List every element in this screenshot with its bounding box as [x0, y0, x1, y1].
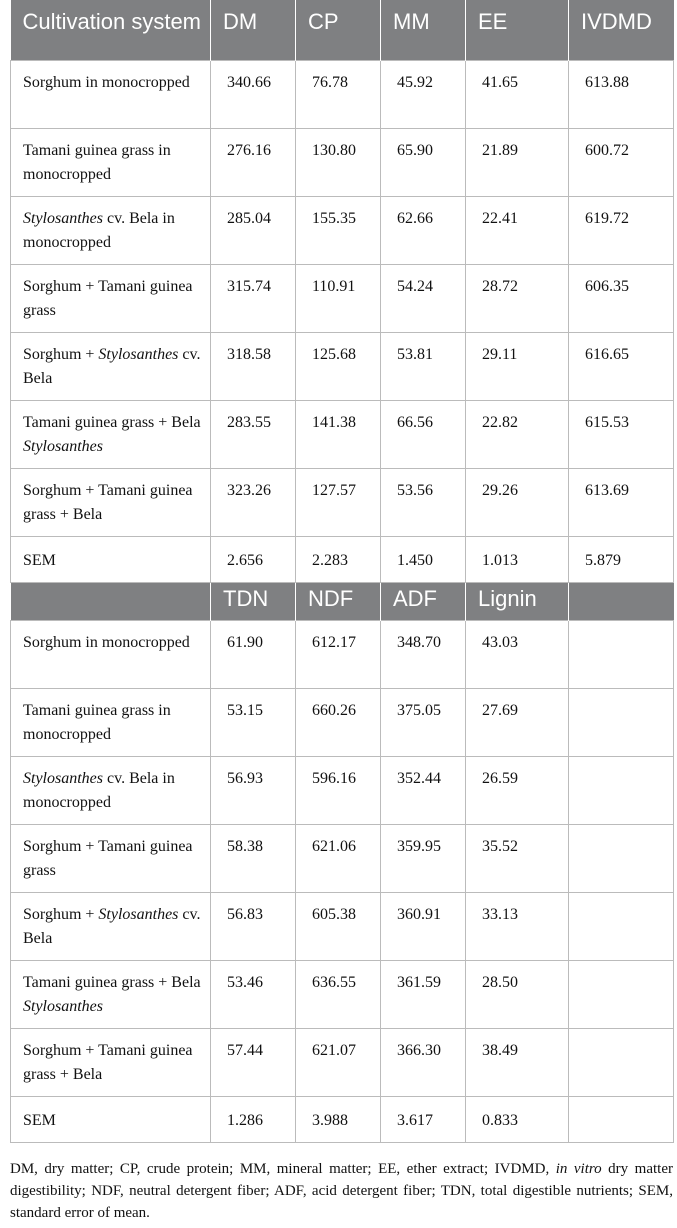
row-label	[11, 892, 211, 960]
table-cell: 621.07	[296, 1028, 381, 1096]
table-cell: 125.68	[296, 332, 381, 400]
column-header	[569, 582, 674, 620]
row-label-part: Tamani guinea grass in monocropped	[23, 141, 171, 183]
table-cell: 29.26	[466, 468, 569, 536]
table-cell	[569, 1028, 674, 1096]
table-footnote	[10, 1158, 673, 1224]
footnote-part: in vitro	[555, 1161, 602, 1177]
table-cell: 616.65	[569, 332, 674, 400]
row-label	[11, 60, 211, 128]
table-cell: 596.16	[296, 756, 381, 824]
table-cell: 141.38	[296, 400, 381, 468]
row-label	[11, 468, 211, 536]
table-cell: 276.16	[211, 128, 296, 196]
table-cell	[569, 620, 674, 688]
row-label-part: Sorghum in monocropped	[23, 633, 190, 651]
row-label-part: Stylosanthes	[23, 209, 103, 227]
table-cell: 58.38	[211, 824, 296, 892]
table-cell: 53.15	[211, 688, 296, 756]
table-cell: 45.92	[381, 60, 466, 128]
table-cell: 56.83	[211, 892, 296, 960]
table-row	[11, 468, 674, 536]
table-cell: 53.46	[211, 960, 296, 1028]
row-label-part: cv. Bela	[23, 345, 201, 387]
table-cell	[569, 1096, 674, 1142]
table-cell: 54.24	[381, 264, 466, 332]
row-label	[11, 332, 211, 400]
table-cell: 21.89	[466, 128, 569, 196]
table-cell: 2.283	[296, 536, 381, 582]
table-cell: 605.38	[296, 892, 381, 960]
table-row	[11, 400, 674, 468]
table-cell: 361.59	[381, 960, 466, 1028]
row-label-part: Stylosanthes	[23, 769, 103, 787]
row-label-part: Sorghum + Tamani guinea grass + Bela	[23, 481, 193, 523]
table-cell: 366.30	[381, 1028, 466, 1096]
table-cell: 41.65	[466, 60, 569, 128]
table-cell: 65.90	[381, 128, 466, 196]
table-cell: 606.35	[569, 264, 674, 332]
table-cell: 28.50	[466, 960, 569, 1028]
table-row	[11, 264, 674, 332]
table-cell: 127.57	[296, 468, 381, 536]
table-cell: 283.55	[211, 400, 296, 468]
table-cell: 315.74	[211, 264, 296, 332]
row-label-part: Stylosanthes	[23, 437, 103, 455]
table-cell: 285.04	[211, 196, 296, 264]
table-cell: 359.95	[381, 824, 466, 892]
column-header: MM	[381, 0, 466, 60]
table-cell: 352.44	[381, 756, 466, 824]
table-cell: 33.13	[466, 892, 569, 960]
table-cell: 3.988	[296, 1096, 381, 1142]
row-label	[11, 400, 211, 468]
data-table	[10, 0, 674, 1143]
table-cell: 348.70	[381, 620, 466, 688]
row-label-part: Stylosanthes	[98, 905, 179, 923]
row-label	[11, 688, 211, 756]
table-cell: 110.91	[296, 264, 381, 332]
table-cell: 43.03	[466, 620, 569, 688]
column-header: TDN	[211, 582, 296, 620]
row-label-part: Tamani guinea grass in monocropped	[23, 701, 171, 743]
footnote-part: dry matter digestibility; NDF, neutral detergent fiber; ADF, acid detergent fiber; TDN, total digestible nutrients; SEM, standard error of mean.	[10, 1161, 673, 1221]
table-cell: 1.013	[466, 536, 569, 582]
table-row	[11, 332, 674, 400]
table-cell: 27.69	[466, 688, 569, 756]
table-cell	[569, 960, 674, 1028]
row-label: SEM	[11, 1096, 211, 1142]
row-label-part: Tamani guinea grass + Bela	[23, 973, 201, 991]
table-cell: 155.35	[296, 196, 381, 264]
footnote-part: DM, dry matter; CP, crude protein; MM, mineral matter; EE, ether extract; IVDMD,	[10, 1161, 556, 1177]
column-header: DM	[211, 0, 296, 60]
row-label-part: Sorghum + Tamani guinea grass	[23, 837, 193, 879]
table-cell: 5.879	[569, 536, 674, 582]
table-cell: 62.66	[381, 196, 466, 264]
table-cell: 0.833	[466, 1096, 569, 1142]
table-cell: 57.44	[211, 1028, 296, 1096]
row-label	[11, 960, 211, 1028]
column-header: ADF	[381, 582, 466, 620]
table-row	[11, 128, 674, 196]
table-row	[11, 756, 674, 824]
row-label	[11, 264, 211, 332]
table-row	[11, 688, 674, 756]
nutritional-composition-table	[10, 0, 673, 1143]
table2-header-row	[11, 582, 674, 620]
column-header: CP	[296, 0, 381, 60]
table-cell: 615.53	[569, 400, 674, 468]
table-cell: 621.06	[296, 824, 381, 892]
table-cell: 660.26	[296, 688, 381, 756]
table-cell: 340.66	[211, 60, 296, 128]
table-cell: 22.82	[466, 400, 569, 468]
table-cell: 56.93	[211, 756, 296, 824]
table-cell: 38.49	[466, 1028, 569, 1096]
row-label-part: Stylosanthes	[98, 345, 179, 363]
table-cell: 29.11	[466, 332, 569, 400]
row-label	[11, 620, 211, 688]
row-label	[11, 1028, 211, 1096]
row-label-part: Sorghum in monocropped	[23, 73, 190, 91]
row-label-part: cv. Bela in monocropped	[23, 209, 175, 251]
table-cell	[569, 688, 674, 756]
row-label	[11, 824, 211, 892]
table-cell: 600.72	[569, 128, 674, 196]
table-row	[11, 620, 674, 688]
table-cell: 323.26	[211, 468, 296, 536]
table-row	[11, 196, 674, 264]
table-cell: 375.05	[381, 688, 466, 756]
row-label-part: cv. Bela in monocropped	[23, 769, 175, 811]
table-cell: 2.656	[211, 536, 296, 582]
table-row	[11, 60, 674, 128]
table-cell: 76.78	[296, 60, 381, 128]
table-cell: 613.69	[569, 468, 674, 536]
table-cell: 26.59	[466, 756, 569, 824]
table-cell: 1.450	[381, 536, 466, 582]
column-header	[11, 582, 211, 620]
table-row	[11, 824, 674, 892]
table-cell: 53.56	[381, 468, 466, 536]
row-label: SEM	[11, 536, 211, 582]
table-cell: 318.58	[211, 332, 296, 400]
table-cell	[569, 756, 674, 824]
table-body	[11, 0, 674, 1142]
column-header: Lignin	[466, 582, 569, 620]
table-cell: 636.55	[296, 960, 381, 1028]
table-cell	[569, 824, 674, 892]
table-row	[11, 960, 674, 1028]
row-label-part: Sorghum + Tamani guinea grass + Bela	[23, 1041, 193, 1083]
table-cell	[569, 892, 674, 960]
row-label	[11, 128, 211, 196]
table1-header-row	[11, 0, 674, 60]
row-label	[11, 756, 211, 824]
sem-row	[11, 1096, 674, 1142]
table-cell: 35.52	[466, 824, 569, 892]
column-header: Cultivation system	[11, 0, 211, 60]
table-cell: 612.17	[296, 620, 381, 688]
table-cell: 619.72	[569, 196, 674, 264]
table-cell: 3.617	[381, 1096, 466, 1142]
table-cell: 66.56	[381, 400, 466, 468]
column-header: IVDMD	[569, 0, 674, 60]
table-cell: 1.286	[211, 1096, 296, 1142]
table-cell: 53.81	[381, 332, 466, 400]
table-cell: 130.80	[296, 128, 381, 196]
row-label-part: cv. Bela	[23, 905, 201, 947]
table-cell: 61.90	[211, 620, 296, 688]
table-row	[11, 1028, 674, 1096]
table-cell: 613.88	[569, 60, 674, 128]
sem-row	[11, 536, 674, 582]
row-label	[11, 196, 211, 264]
column-header: EE	[466, 0, 569, 60]
row-label-part: Stylosanthes	[23, 997, 103, 1015]
table-cell: 28.72	[466, 264, 569, 332]
row-label-part: Sorghum + Tamani guinea grass	[23, 277, 193, 319]
table-cell: 22.41	[466, 196, 569, 264]
row-label-part: Tamani guinea grass + Bela	[23, 413, 201, 431]
table-row	[11, 892, 674, 960]
row-label-part: Sorghum +	[23, 905, 99, 923]
row-label-part: Sorghum +	[23, 345, 99, 363]
table-cell: 360.91	[381, 892, 466, 960]
column-header: NDF	[296, 582, 381, 620]
